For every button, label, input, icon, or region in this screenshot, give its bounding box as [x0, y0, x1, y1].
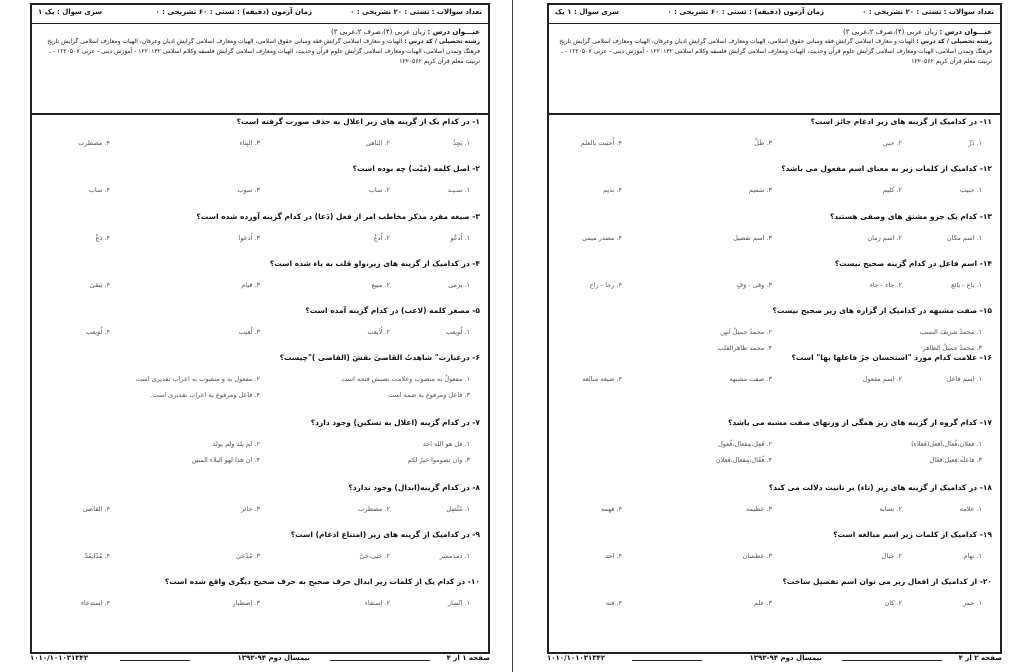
answer-option: ۳. مُدّعیٰ	[236, 552, 260, 560]
field-label: رشته تحصیلی / کد درس :	[404, 38, 480, 45]
footer-rule	[842, 660, 942, 661]
answer-option: ۱. علامه	[959, 505, 982, 513]
exam-page-2	[517, 0, 1024, 672]
answer-option: ۴. یَبقیٰ	[89, 281, 110, 289]
course-title: زبان عربی (۴)،صرف ۲،عربی ۲)	[842, 28, 938, 36]
question-block	[40, 353, 480, 398]
page-footer	[30, 654, 490, 668]
answer-option: ۲. اُدعُ	[373, 234, 390, 242]
question-block	[557, 530, 992, 575]
answer-option: ۲. مضطرب	[358, 505, 390, 513]
answer-option: ۲. جاء - جاء	[869, 281, 902, 289]
page-number: صفحه ۱ از ۴	[446, 654, 490, 662]
page-number: صفحه ۲ از ۴	[958, 654, 1002, 662]
question-block	[557, 306, 992, 351]
question-block	[557, 117, 992, 162]
question-text: ۱۸- در کدامیک از گزینه های زیر (تاء) بر تانیث دلالت می کند؟	[768, 483, 992, 492]
answer-option: ۴. فُعّال،مِفعال،فَعلان	[715, 456, 772, 464]
question-block	[557, 483, 992, 528]
answer-option: ۲. مبیع	[371, 281, 390, 289]
answer-option: ۲. اِستقاء	[364, 599, 390, 607]
answer-option: ۲. لم یلد ولم یولد	[212, 440, 260, 448]
answer-option: ۴. فاعل ومرفوع به اعراب تقدیری است.	[150, 391, 260, 399]
question-count: تعداد سوالات : تستی : ۲۰ تشریحی : ۰	[350, 8, 482, 16]
answer-option: ۱. اسم فاعل	[946, 375, 982, 383]
footer-rule	[330, 660, 430, 661]
question-block	[557, 577, 992, 622]
answer-option: ۳. وان تصوموا خیرٌ لکم	[407, 456, 470, 464]
answer-option: ۴. استدعاء	[80, 599, 110, 607]
exam-time: زمان آزمون (دقیقه) : تستی : ۶۰ تشریحی : ۰	[667, 8, 824, 16]
question-text: ۴- در کدامیک از گزینه های زیر،واو قلب به یاء شده است؟	[269, 259, 480, 268]
answer-option: ۳. علم	[754, 599, 772, 607]
answer-option: ۲. محمدٌ جمیلٌ اَبیِن	[720, 328, 772, 336]
field-description: الهیات و معارف اسلامی گرایش فقه ومبانی حقوق اسلامی، الهیات ومعارف اسلامی گرایش ادیان وعرفان، الهیات ومعارف اسلامی گرایش تاریخ فرهنگ وتمدن اسلامی، الهیات ومعارف اسلامی گرایش علوم قرآن وحدیث، الهیات ومعارف اسلامی گرایش فلسفه وکلام اسلامی ۱۲۲۰۱۳۲ - آموزش دینی - عربی ۱۲۲۰۵۰۷ - ، تربیت معلم قرآن کریم ۱۲۲۰۵۶۲	[559, 38, 992, 65]
question-text: ۳- صیغه مفرد مذکر مخاطب امر از فعل (دَعا) در کدام گزینه آورده شده است؟	[196, 212, 480, 221]
question-block	[40, 164, 480, 209]
question-list	[557, 117, 992, 652]
question-text: ۵- مصغر کلمه (لاعب) در کدام گزینه آمده است؟	[305, 306, 480, 315]
question-block	[40, 259, 480, 304]
answer-option: ۳. عظیمه	[745, 505, 772, 513]
answer-option: ۴. احد	[605, 552, 622, 560]
answer-option: ۳. صفت مشبهه	[729, 375, 772, 383]
question-block	[40, 306, 480, 351]
answer-option: ۴. صیغه مبالغه	[582, 375, 622, 383]
question-block	[557, 353, 992, 398]
question-series: سری سوال : ۱ یک	[555, 8, 620, 16]
course-title: زبان عربی (۴)،صرف ۲،عربی ۲)	[330, 28, 426, 36]
answer-option: ۴. فنه	[605, 599, 622, 607]
answer-option: ۲. اسم مفعول	[862, 375, 902, 383]
answer-option: ۲. کلیم	[882, 186, 902, 194]
answer-option: ۱. نهام	[963, 552, 982, 560]
question-text: ۲- اصل کلمه (مَیْت) چه بوده است؟	[352, 164, 480, 173]
footer-rule	[120, 660, 190, 661]
answer-option: ۳. سوب	[237, 186, 260, 194]
question-block	[40, 483, 480, 528]
question-block	[557, 259, 992, 304]
answer-option: ۳. قیام	[241, 281, 260, 289]
answer-option: ۳. فاعل ومرفوع به ضمه است	[387, 391, 470, 399]
answer-option: ۱. دمدمشر	[439, 552, 470, 560]
answer-option: ۱. سـیـد	[447, 186, 470, 194]
answer-option: ۱. فعلان،فُعال،اَفعل(فَعلاء)	[911, 440, 982, 448]
answer-option: ۳. اُدعوا	[238, 234, 260, 242]
page-frame	[30, 3, 490, 654]
answer-option: ۴. مصدر میمی	[582, 234, 622, 242]
term-label: نیمسال دوم ۹۴-۱۳۹۳	[749, 654, 822, 662]
question-text: ۱- در کدام یک از گزینه های زیر اعلال به حذف صورت گرفته است؟	[236, 117, 480, 126]
answer-option: ۳. عطشان	[742, 552, 772, 560]
question-text: ۱۳- کدام یک جزو مشتق های وصفی هستند؟	[829, 212, 992, 221]
answer-option: ۳. اِصطبار	[232, 599, 260, 607]
answer-option: ۱. قل هو الله احد	[422, 440, 470, 448]
exam-code: ۱۰۱۰/۱۰۱۰۳۱۳۴۲	[30, 654, 89, 662]
question-text: ۱۴- اسم فاعل در کدام گزینه صحیح نیست؟	[834, 259, 992, 268]
answer-option: ۲. حیی	[882, 139, 902, 147]
answer-option: ۳. اسم تفضیل	[733, 234, 772, 242]
page-frame	[547, 3, 1002, 654]
answer-option: ۴. اُحببت بالعلم	[580, 139, 622, 147]
answer-option: ۴. لُوَیعب	[85, 328, 110, 336]
question-text: ۹- در کدامیک از گزینه های زیر (امتناع ادغام) است؟	[290, 530, 480, 539]
answer-option: ۳. طَلِّ	[754, 139, 772, 147]
question-text: ۱۵- صفت مشبهه در کدامیک از گزاره های زیر صحیح نیست؟	[772, 306, 992, 315]
answer-option: ۲. جبال	[881, 552, 902, 560]
question-text: ۱۰- در کدام یک از کلمات زیر ابدال حرف صحیح به حرف صحیح دیگری واقع شده است؟	[164, 577, 480, 586]
answer-option: ۴. ان هذا لهو البلاء المبین	[191, 456, 260, 464]
question-block	[40, 577, 480, 622]
term-label: نیمسال دوم ۹۴-۱۳۹۳	[237, 654, 310, 662]
answer-option: ۲. فَعِل،مِفعال،فُعول	[718, 440, 772, 448]
question-text: ۱۲- کدامیک از کلمات زیر به معنای اسم مفعول می باشد؟	[781, 164, 992, 173]
question-block	[557, 164, 992, 209]
field-description: الهیات و معارف اسلامی گرایش فقه ومبانی حقوق اسلامی، الهیات ومعارف اسلامی گرایش ادیان وعرفان، الهیات ومعارف اسلامی گرایش تاریخ فرهنگ وتمدن اسلامی، الهیات ومعارف اسلامی گرایش علوم قرآن وحدیث، الهیات ومعارف اسلامی گرایش فلسفه وکلام اسلامی ۱۲۲۰۱۳۲ - آموزش دینی - عربی ۱۲۲۰۵۰۷ - ، تربیت معلم قرآن کریم ۱۲۲۰۵۶۲	[47, 38, 480, 65]
question-block	[40, 117, 480, 162]
answer-option: ۱. اُدعُو	[450, 234, 470, 242]
answer-option: ۳. وفی - وَفٍ	[736, 281, 772, 289]
answer-option: ۱. مفعولٌ به منصوب وعلامت نصبش فتحه است	[341, 375, 470, 383]
answer-option: ۱. اسم مکان	[946, 234, 982, 242]
header-divider	[32, 23, 488, 24]
answer-option: ۴. مصطرب	[78, 139, 110, 147]
question-text: ۱۷- کدام گروه از گزینه های زیر همگی از وزنهای صفت مشبه می باشد؟	[727, 418, 992, 427]
question-series: سری سوال : یک ۱	[38, 8, 103, 16]
answer-option: ۱. ذَرِّ	[968, 139, 982, 147]
answer-option: ۱. یرمی	[448, 281, 470, 289]
answer-option: ۲. مفعول به و منصوب به اعراب تقدیری است	[135, 375, 260, 383]
answer-option: ۴. مُدّانِمُدّ	[84, 552, 110, 560]
exam-time: زمان آزمون (دقیقه) : تستی : ۶۰ تشریحی : ۰	[155, 8, 312, 16]
answer-option: ۱. اِتّسار	[447, 599, 470, 607]
answer-option: ۲. لُاَیعب	[367, 328, 390, 336]
answer-option: ۱. حبیب	[960, 186, 982, 194]
answer-option: ۲. حیی،حَیَّ	[359, 552, 390, 560]
exam-header	[549, 5, 1000, 115]
answer-option: ۱. یَجِدُ	[452, 139, 470, 147]
course-label: عنـــوان درس :	[427, 28, 480, 36]
answer-option: ۴. القاضی	[82, 505, 110, 513]
page-footer	[547, 654, 1002, 668]
exam-header	[32, 5, 488, 115]
question-text: ۱۹- کدامیک از کلمات زیر اسم مبالغه است؟	[833, 530, 992, 539]
answer-option: ۲. ساب	[368, 186, 390, 194]
answer-option: ۱. باع - بائع	[951, 281, 982, 289]
answer-option: ۱. محمدٌ شریفَ النسب	[919, 328, 982, 336]
question-count: تعداد سوالات : تستی : ۲۰ تشریحی : ۰	[862, 8, 994, 16]
answer-option: ۴. رجا - راج	[589, 281, 622, 289]
answer-option: ۲. نسابه	[879, 505, 902, 513]
question-block	[40, 418, 480, 463]
answer-option: ۴. فهمه	[601, 505, 622, 513]
answer-option: ۳. محمدٌ جمیلُ الظاهر	[922, 344, 982, 352]
page-separator	[512, 0, 513, 672]
answer-option: ۱. لُویعب	[445, 328, 470, 336]
answer-option: ۳. البِنا‌ء	[239, 139, 260, 147]
answer-option: ۲. کان	[884, 599, 902, 607]
question-block	[557, 418, 992, 463]
question-text: ۱۱- در کدامیک از گزینه های زیر ادغام جائز است؟	[810, 117, 992, 126]
answer-option: ۳. جائر	[240, 505, 260, 513]
answer-option: ۳. سَمیم	[748, 186, 772, 194]
question-block	[40, 212, 480, 257]
answer-option: ۴. ندیم	[603, 186, 622, 194]
footer-rule	[632, 660, 702, 661]
header-divider	[549, 23, 1000, 24]
answer-option: ۳. لُعیب	[238, 328, 260, 336]
question-text: ۱۶- علامت کدام مورد "استحسان جزَ فاعلها بها" است؟	[791, 353, 992, 362]
question-text: ۶- درعبارت" شاهدتُ القاضیَ نقشَ (القاضی )"چیست؟	[279, 353, 480, 362]
answer-option: ۲. الناهی	[365, 139, 390, 147]
question-block	[40, 530, 480, 575]
answer-option: ۴. محمد طاهرالقلب	[717, 344, 772, 352]
answer-option: ۳. فاعله،فِعیل،فعّال	[929, 456, 982, 464]
answer-option: ۲. اسم زمان	[867, 234, 902, 242]
question-list	[40, 117, 480, 652]
field-label: رشته تحصیلی / کد درس :	[916, 38, 992, 45]
answer-option: ۱. مُتَّصِل	[446, 505, 470, 513]
question-text: ۷- در کدام گزینه (اعلال به تسکین) وجود دارد؟	[310, 418, 480, 427]
question-text: ۸- در کدام گزینه(ابدال) وجود ندارد؟	[348, 483, 480, 492]
question-block	[557, 212, 992, 257]
course-label: عنـــوان درس :	[939, 28, 992, 36]
answer-option: ۴. ساب	[88, 186, 110, 194]
exam-code: ۱۰۱۰/۱۰۱۰۳۱۳۴۲	[547, 654, 606, 662]
answer-option: ۱. حمر	[963, 599, 982, 607]
answer-option: ۴. دَعْ	[95, 234, 110, 242]
question-text: ۲۰- از کدامیک از افعال زیر می توان اسم تفضیل ساخت؟	[782, 577, 992, 586]
